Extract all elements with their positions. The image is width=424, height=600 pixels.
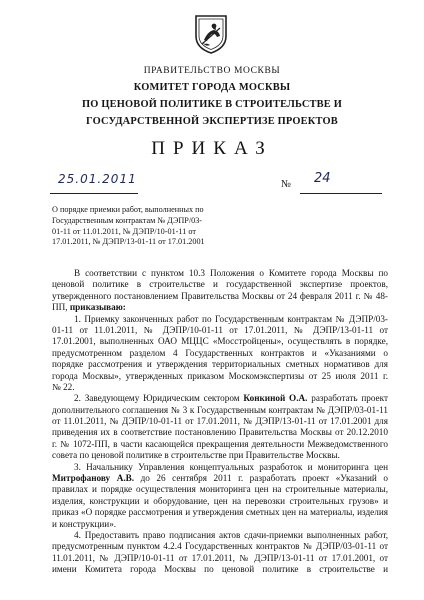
paragraph-3-line: изделия, конструкции и оборудование, цен на перевозки строительных грузов» и [52,495,388,506]
order-number: 24 [314,171,331,186]
order-body [52,268,388,576]
body-line: утвержденного постановлением Правительства Москвы от 24 февраля 2011 г. № 48- [52,290,388,301]
paragraph-2-line: г. № 1072-ПП, в части касающейся прекращения деятельности Межведомственного [52,438,388,449]
directive-word: приказываю: [69,302,126,313]
paragraph-2-line: совета по ценовой политике в строительстве при Правительстве Москвы. [52,450,340,461]
paragraph-1-line: № 22. [52,381,75,392]
subject-line: Государственным контрактам № ДЭПР/03- [52,215,203,225]
body-line: ценовой политике в строительстве и государственной экспертизе проектов, [52,279,388,290]
paragraph-1-line: 01-11 от 11.01.2011, № ДЭПР/10-01-11 от 17.01.2011, № ДЭПР/13-01-11 от [52,324,388,335]
subject-line: О порядке приемки работ, выполненных по [52,205,204,214]
paragraph-1-line: предусмотренном разделом 4 Государственных контрактов и «Указаниями о [52,347,388,358]
body-text-span: до 26 сентября 2011 г. разработать проект «Указаний о [134,473,388,484]
body-text-span: разработать проект [307,393,388,404]
subject-line: 01-11 от 11.01.2011, № ДЭПР/10-01-11 от [52,226,196,236]
person-name: Конкиной О.А. [243,393,308,404]
subject-line: 17.01.2011, № ДЭПР/13-01-11 от 17.01.2001 [52,237,205,247]
paragraph-2-line [52,393,388,404]
committee-name-line-3: ГОСУДАРСТВЕННОЙ ЭКСПЕРТИЗЕ ПРОЕКТОВ [86,116,338,127]
committee-name-line-2: ПО ЦЕНОВОЙ ПОЛИТИКЕ В СТРОИТЕЛЬСТВЕ И [81,99,343,110]
paragraph-2-line: дополнительного соглашения № 3 к Государственным контрактам № ДЭПР/03-01-11 [52,404,388,415]
paragraph-3-line [52,473,388,484]
paragraph-2-line: от 11.01.2011, № ДЭПР/10-01-11 от 17.01.2011, № ДЭПР/13-01-11 от 17.01.2001 для [52,416,388,427]
order-date: 25.01.2011 [58,172,137,186]
person-name: Митрофанову А.В. [52,473,135,484]
number-underline [300,179,382,194]
paragraph-1-line: 17.01.2001, выполненных ОАО МЦЦС «Мосстройцены», осуществлять в порядке, [52,336,388,347]
order-subject [52,205,242,248]
paragraph-4-line: 11.01.2011, № ДЭПР/10-01-11 от 17.01.2011, № ДЭПР/13-01-11 от 17.01.2001, от [52,552,388,563]
body-text-span: 2. Заведующему Юридическим сектором [74,393,244,404]
moscow-coat-of-arms-icon [194,14,228,54]
paragraph-3-line: 3. Начальнику Управления концептуальных разработок и мониторинга цен [74,461,388,472]
paragraph-3-line: приказ «О порядке рассмотрения и утверждения сметных цен на материалы, изделия [52,507,388,518]
paragraph-1-line: порядке рассмотрения и утверждения территориальных сметных нормативов для [52,359,388,370]
paragraph-4-line: предусмотренным пунктом 4.2.4 Государственных контрактов № ДЭПР/03-01-11 от [52,541,388,552]
body-text-span: ПП, [52,302,70,313]
paragraph-1-line: 1. Приемку законченных работ по Государственным контрактам № ДЭПР/03- [74,313,388,324]
paragraph-3-line: и конструкции». [52,518,117,529]
order-number-label: № [281,179,292,190]
document-title: ПРИКАЗ [151,138,273,159]
government-name: ПРАВИТЕЛЬСТВО МОСКВЫ [143,66,281,76]
body-line [52,302,388,313]
paragraph-2-line: приведения их в соответствие постановлению Правительства Москвы от 20.12.2010 [52,427,388,438]
paragraph-4-line: имени Комитета города Москвы по ценовой политике в строительстве и [52,564,388,575]
paragraph-1-line: города Москвы», утвержденных приказом Москомэкспертизы от 25 июля 2011 г. [52,370,388,381]
committee-name-line-1: КОМИТЕТ ГОРОДА МОСКВЫ [133,82,291,93]
paragraph-3-line: правилах и порядке осуществления мониторинга цен на строительные материалы, [52,484,388,495]
body-line: В соответствии с пунктом 10.3 Положения о Комитете города Москвы по [74,268,388,278]
paragraph-4-line: 4. Предоставить право подписания актов сдачи-приемки выполненных работ, [74,529,388,540]
